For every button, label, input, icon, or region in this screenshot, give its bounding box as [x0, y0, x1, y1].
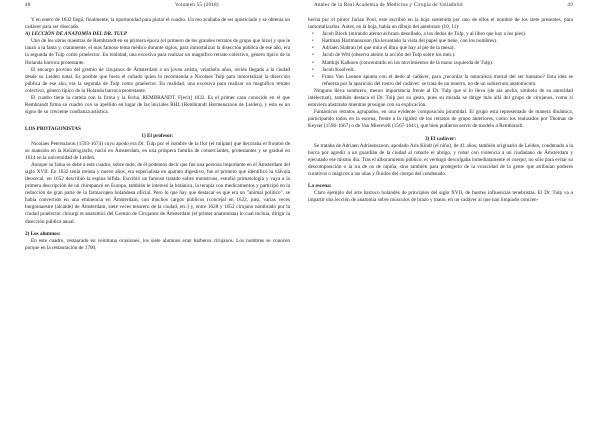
right-after-list [308, 88, 573, 204]
right-running-head: Anales de la Real Academia de Medicina y Cirugía de Valladolid [314, 3, 463, 8]
section-heading: 1) El profesor: [141, 133, 174, 140]
right-header [308, 3, 573, 17]
list-item: • Hartman Hartmanszoon (ha levantado la vista del papel que tiene, con los nombres). [322, 38, 573, 45]
right-body-text [308, 17, 573, 204]
left-running-head: Volumen 55 (2018) [175, 3, 219, 8]
left-page-number: 48 [25, 3, 31, 8]
list-item: • Jacob de Witt (observa atento la acción del Tulp sobre los mm.). [322, 52, 573, 59]
paragraph: Fantásticos retratos agrupados, en una evidente composición piramidal. El grupo está representado de manera dinámica, participando todos en la escena, frente a la rigidez de los retratos de grupo anteriores, como los realizados por Thomas de Keyser (1596-1667) o de Van Mierevelt (1567-1641), que bien pudieron servir de modelo a Rembrandt. [308, 109, 573, 130]
right-page [308, 0, 573, 423]
section-heading: 2) Los alumnos: [25, 230, 61, 237]
paragraph: Uno de los obras maestras de Rembrandt en su primera época (el primero de los grandes retratos de grupo que hizo) y que le lanzó a la fama y, claramente, el más famoso tema médico durante siglos, para inmortalizar la disección pública de ese año, era la segunda de Tulp como praelector. En realidad, una excesiva para realizar un magnífico retrato colectivo, género típico de la Holanda barroca protestante. [25, 38, 290, 66]
student-list [308, 31, 573, 88]
paragraph: El encargo provino del gremio de cirujanos de Ámsterdam a un joven artista, veintiséis años, recién llegado a la ciudad desde su Leiden natal. Es posible que fuera el cuñado quien lo recomienda a Nicolaes Tulp para inmortalizar la disección pública de ese año, era la segunda de Tulp como praelector. En realidad, una excesiva para realizar un magnífico retrato colectivo, género típico de la Holanda barroca protestante. [25, 66, 290, 94]
left-header [25, 3, 290, 17]
section-heading: 3) El cadáver: [424, 135, 457, 142]
paragraph: Y en enero de 1632 llegó, finalmente, la oportunidad para pintar el cuadro. Un reo acababa de ser ajusticiado y se obtenía un cadáver para ser disecado. [25, 17, 290, 31]
list-item: • Frans Van Loenen apunta con el dedo al cadáver, para ¿recordar la naturaleza mortal del ser humano? Esta idea se refuerza por la aparición del rostro del cadáver: se trata de un muerto, no de un subiectum anatomicum. [322, 74, 573, 88]
paragraph: Se trataba de Adriaen Adriaenszoon, apodado Aris Kindt (el niño), de 41 años, también originario de Leiden, condenado a la horca por agredir a un guardián de la ciudad al robarle el abrigo, y robar con violencia a un ciudadano de Ámsterdam y ejecutado ese mismo día. Tras el alboramiento público, el verdugo descolgaba inmediatamente el cuerpo, no sólo para evitar su descomposición o la ira de os de rapiña, sino también para protegerlo de la voracidad de la gente que atribuían poderes curativos o mágicos a las uñas y fluidos del cuerpo del condenado. [308, 142, 573, 177]
left-page [25, 0, 290, 423]
paragraph: Ninguno lleva sombrero, menor importancia frente al Dr. Tulp que sí lo lleva (de ala ancha, símbolo de su autoridad intelectual), también destaca el Dr. Tulp por su gesto, pues su mirada se dirige más allá del grupo de cirujanos, como si estuviera abstraído mientras prosigue con su explicación. [308, 87, 573, 109]
paragraph: En este cuadro, restaurado en veintiuna ocasiones, los siete alumnos eran barberos cirujanos. Los nombres se conocen porque en la restauración de 1700, [25, 237, 290, 251]
right-intro-paragraph: hecha por el pintor Jurian Pool, este escribió en la hoja sostenida por uno de ellos el nombre de los siete presentes, para inmortalizarlos. Antes, en la hoja, había un dibujo del antebrazo (10, 11): [308, 17, 573, 31]
paragraph: Aunque su fama se debe a este cuadro, sobre todo, de él podemos decir que fue una persona importante en el Ámsterdam del siglo XVII. En 1632 tenía treinta y nueve años, era especialista en aparato digestivo, fue el primero que identificó la válvula ileocecal, en 1652 describió la espina bífida. Escribió un famoso tratado sobre monstruos, estudió primatología y vayа a la primera descripción de un chimpancé en Europa, también le interesó la botánica, la terapia con medicamentos y participó en la redacción de gran parte de la farmacopea holandesa oficial. Pero lo que hay que destacar es que era un "animal político", se había convertido en una eminencia en Ámsterdam, con muchos cargos públicos (concejal en 1622, juez, varias veces burgomaestre (alcalde) de Ámsterdam, siete veces tesorero de la ciudad, etc.) y, entre 1628 y 1652 cirujano nombrado por la ciudad praelector chirurgi et anatomici del Gremio de Cirujanos de Ámsterdam (el primer anatomista) lo cual incluía, dirigir la disección pública anual. [25, 161, 290, 225]
list-item: • Jacob Block (mirando atento al brazo desollado, a los dedos de Tulp, y al libro que hay a los pies). [322, 31, 573, 38]
paragraph: Nicolaes Petersszoon (1593-1674) cuyo apodo era Dr. Tulp por el nombre de la flor (el tulipán) que decoraba el frontón de su mansión en la Keizersgracht, nació en Ámsterdam, en una próspera familia de comerciantes, protestantes y se graduó en 1614 en la universidad de Leiden. [25, 140, 290, 161]
paragraph: El cuadro tiene la cartela con la firma y la fecha, REMBRANDT. F[ecit] 1632. Es el primer caso conocido en el que Rembrandt firma su cuadro con su apellido en lugar de las iniciales RHL (Rembrandt Harmenszoon de Leiden), y esto es un signo de su creciente confianza artística. [25, 95, 290, 116]
left-body-text [25, 17, 290, 252]
right-page-number: 49 [567, 3, 573, 8]
section-heading: LOS PROTAGONISTAS [25, 126, 81, 133]
section-heading: A) LECCIÓN DE ANATOMÍA DEL DR. TULP [25, 31, 127, 38]
list-item: • Adriaen Slabran (el que mira el libro que hay al pie de la mesa). [322, 45, 573, 52]
list-item: • Matthijs Kalkoen (concentrado en los movimientos de la mano izquierda de Tulp). [322, 60, 573, 67]
paragraph-gap [25, 116, 290, 121]
section-heading: La escena: [308, 183, 332, 190]
list-item: • Jacob Koolvelt. [322, 67, 573, 74]
paragraph: Claro ejemplo del arte barroco holandés de principios del siglo XVII, de fuertes influencias tenebristas. El Dr. Tulp va a impartir una lección de anatomía sobre músculos de brazo y mano, en un cadáver al que han limpiado concien- [308, 190, 573, 204]
